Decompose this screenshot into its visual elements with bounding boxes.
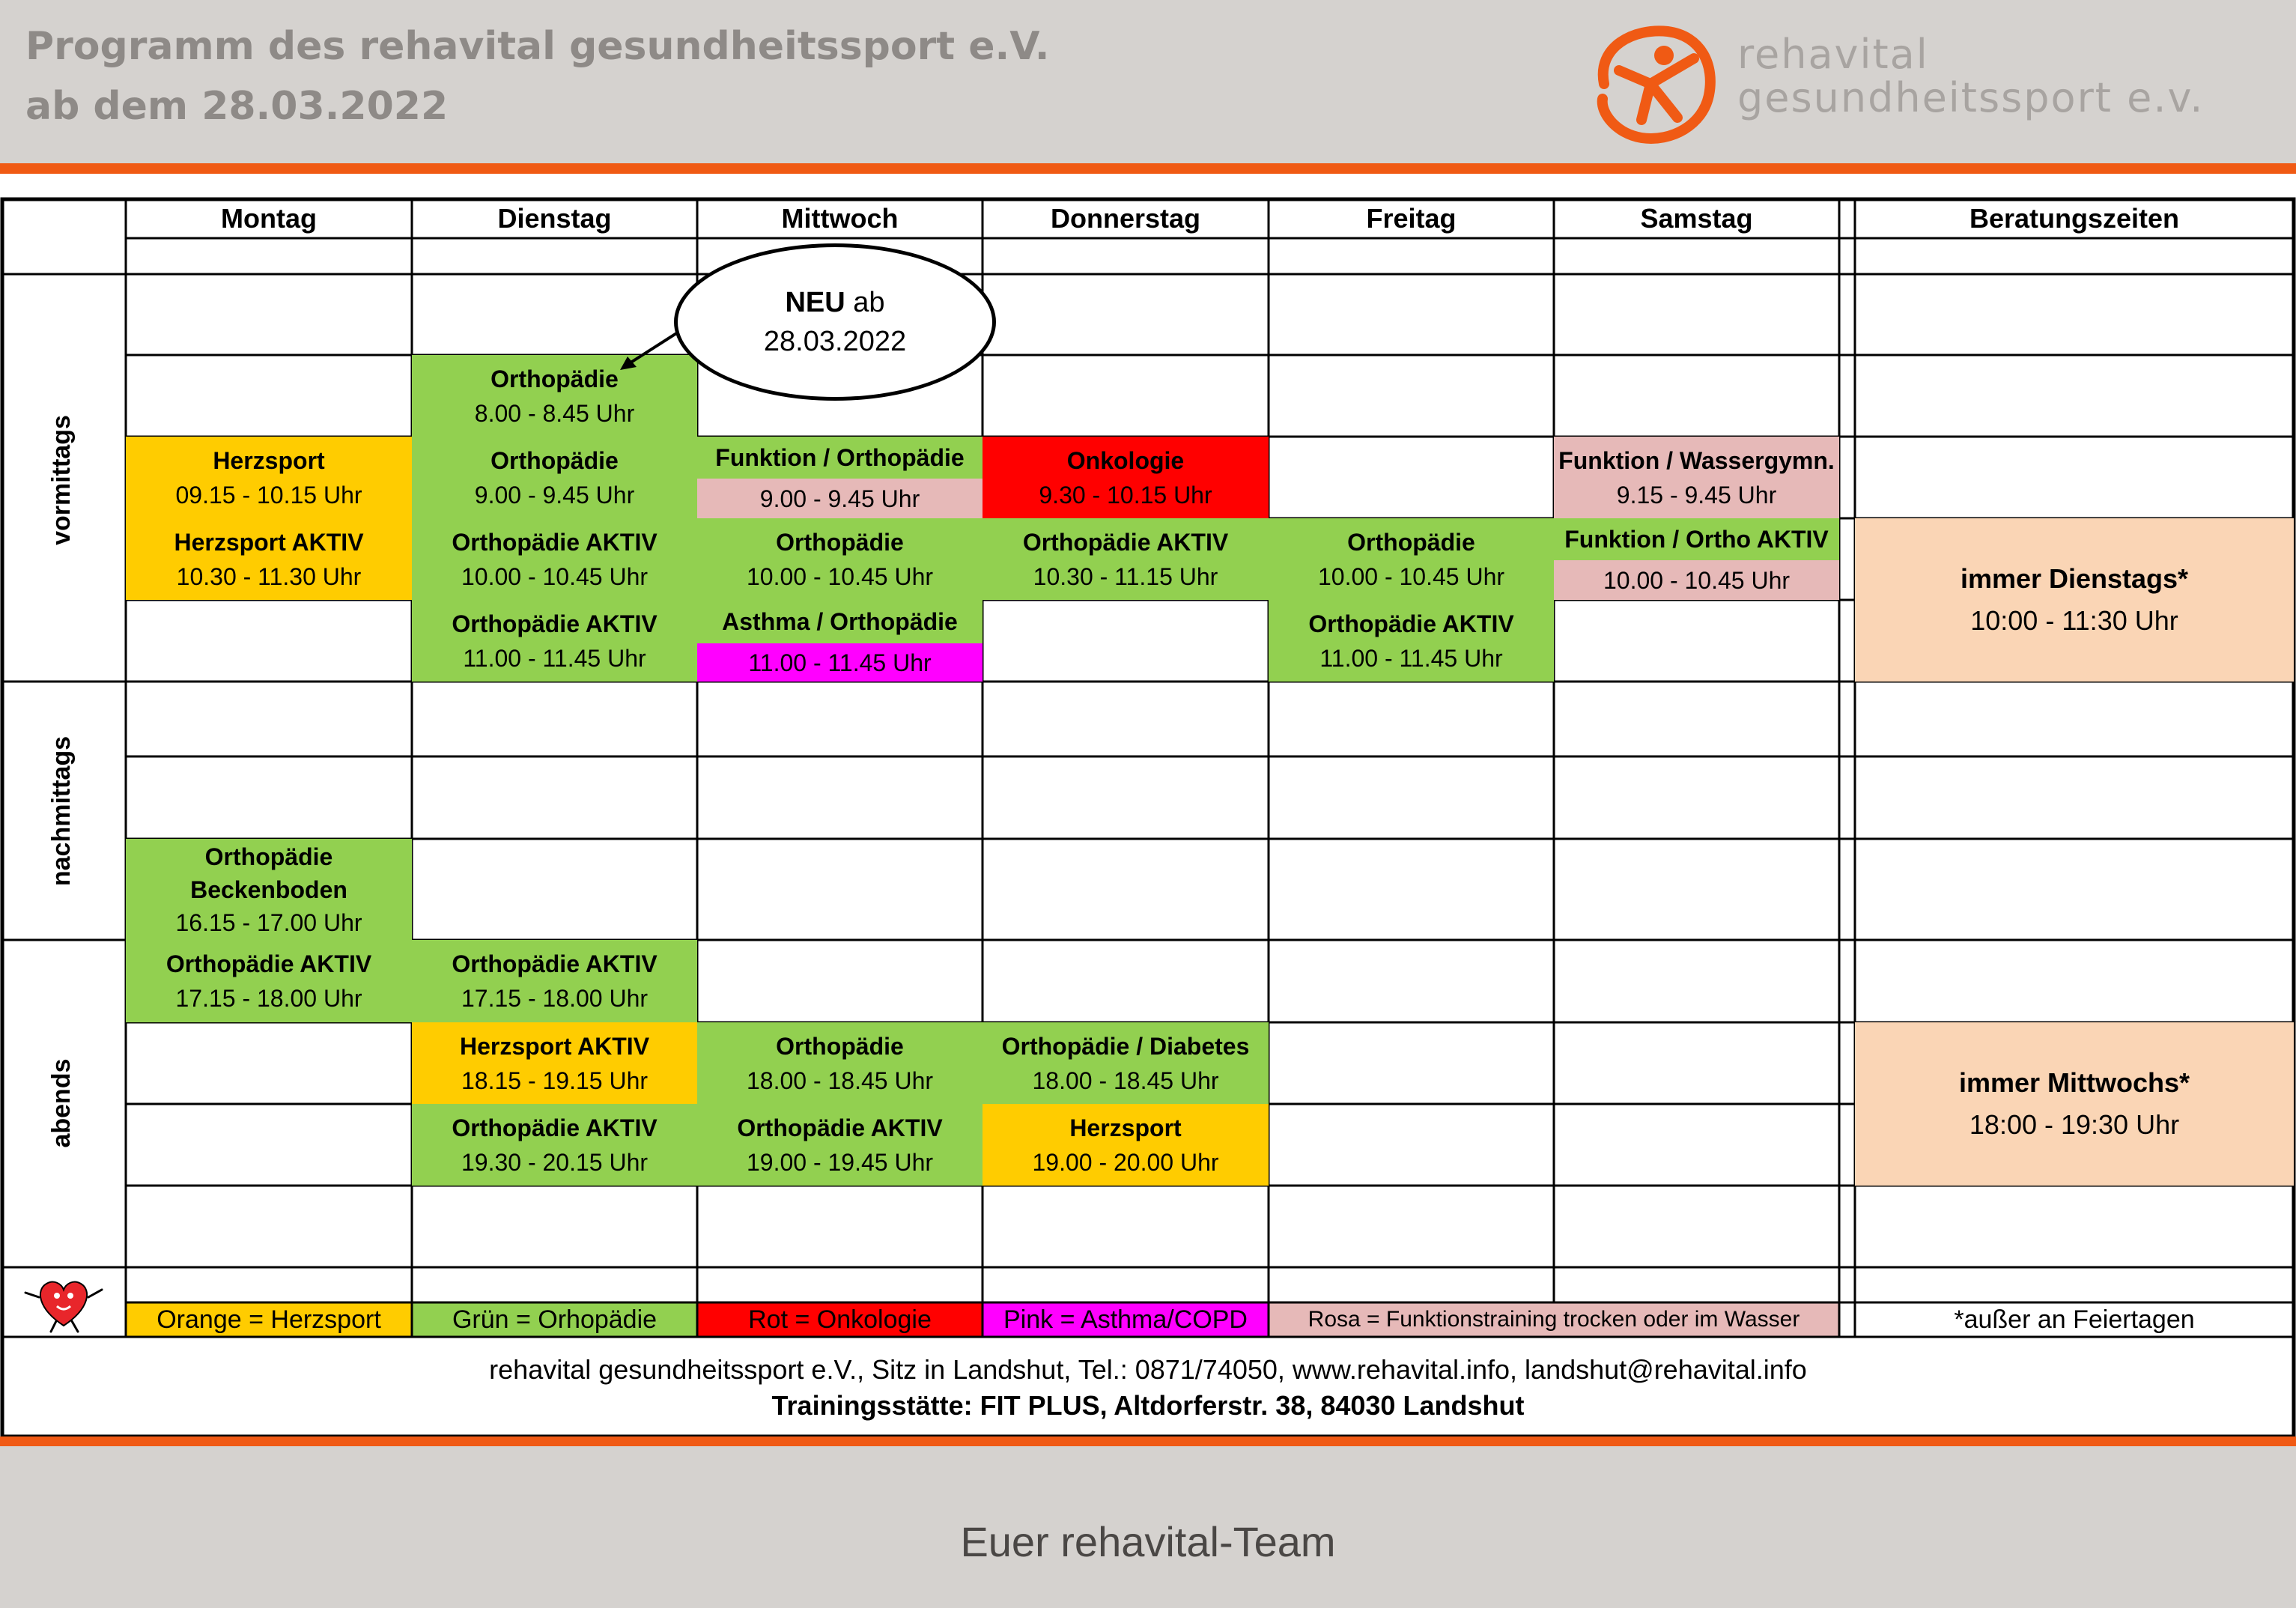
- course-cell: [697, 518, 983, 600]
- course-cell: [983, 437, 1269, 518]
- day-header-saturday: Samstag: [1640, 203, 1753, 234]
- course-time: 9.15 - 9.45 Uhr: [1616, 481, 1777, 509]
- course-name: Herzsport: [1069, 1114, 1182, 1141]
- period-label-evening: abends: [47, 1058, 76, 1148]
- course-cell: [126, 940, 412, 1022]
- course-time: 10.00 - 10.45 Uhr: [461, 562, 649, 590]
- course-cell: [1554, 437, 1839, 518]
- course-cell: [697, 437, 983, 518]
- course-time: 8.00 - 8.45 Uhr: [474, 399, 635, 427]
- course-name: Herzsport AKTIV: [174, 528, 364, 556]
- course-name: Orthopädie AKTIV: [452, 528, 657, 556]
- course-name: Orthopädie AKTIV: [452, 610, 657, 637]
- course-name: Orthopädie AKTIV: [165, 950, 372, 977]
- course-cell: [983, 518, 1269, 600]
- course-time: 17.15 - 18.00 Uhr: [461, 985, 649, 1012]
- callout-rest: ab: [845, 287, 885, 318]
- course-time: 19.00 - 19.45 Uhr: [746, 1148, 934, 1176]
- logo-line1: rehavital: [1737, 31, 1929, 78]
- course-name: Herzsport: [213, 446, 325, 474]
- course-name: Orthopädie: [491, 446, 619, 474]
- consult-title: immer Mittwochs*: [1958, 1067, 2190, 1098]
- course-name: Orthopädie AKTIV: [1022, 528, 1229, 556]
- period-label-morning: vormittags: [47, 415, 76, 545]
- legend-item-red: Rot = Onkologie: [697, 1302, 983, 1337]
- consult-cell: [1855, 1022, 2294, 1186]
- course-name: Orthopädie: [776, 528, 904, 556]
- course-name: Orthopädie / Diabetes: [1001, 1032, 1250, 1060]
- course-name: Orthopädie: [204, 843, 333, 870]
- course-cell: [126, 437, 412, 518]
- course-time: 11.00 - 11.45 Uhr: [463, 644, 646, 672]
- footer-contact: rehavital gesundheitssport e.V., Sitz in Landshut, Tel.: 0871/74050, www.rehavital.info, landshut@rehavital.info: [489, 1354, 1807, 1385]
- course-name: Funktion / Orthopädie: [715, 444, 965, 471]
- legend-item-orange: Orange = Herzsport: [126, 1302, 412, 1337]
- course-cell: [697, 600, 983, 682]
- course-cell: [412, 1022, 697, 1104]
- day-header-thursday: Donnerstag: [1050, 203, 1201, 234]
- course-cell: [983, 1104, 1269, 1186]
- consult-header: Beratungszeiten: [1969, 203, 2180, 234]
- course-cell: [412, 518, 697, 600]
- course-time: 19.00 - 20.00 Uhr: [1032, 1148, 1219, 1176]
- course-cell: [412, 1104, 697, 1186]
- course-time: 18.00 - 18.45 Uhr: [746, 1067, 934, 1094]
- course-time: 9.00 - 9.45 Uhr: [697, 479, 983, 518]
- course-time: 10.30 - 11.15 Uhr: [1033, 562, 1218, 590]
- course-time: 09.15 - 10.15 Uhr: [175, 481, 362, 509]
- course-time: 17.15 - 18.00 Uhr: [175, 985, 362, 1012]
- course-cell: [697, 1104, 983, 1186]
- course-name: Orthopädie AKTIV: [452, 950, 657, 977]
- course-cell: [697, 1022, 983, 1104]
- course-cell: [1554, 518, 1839, 600]
- course-time: 10.00 - 10.45 Uhr: [1554, 560, 1839, 600]
- course-cell: [126, 839, 412, 940]
- course-time: 18.00 - 18.45 Uhr: [1032, 1067, 1219, 1094]
- course-name: Orthopädie AKTIV: [452, 1114, 657, 1141]
- callout-date: 28.03.2022: [763, 326, 907, 357]
- course-time: 19.30 - 20.15 Uhr: [461, 1148, 649, 1176]
- course-time: 9.30 - 10.15 Uhr: [1039, 481, 1212, 509]
- page-title-line1: Programm des rehavital gesundheitssport e.V.: [25, 24, 1050, 69]
- consult-cell: [1855, 518, 2294, 682]
- course-name: Funktion / Wassergymn.: [1558, 446, 1835, 474]
- course-cell: [126, 518, 412, 600]
- legend-item-pink: Pink = Asthma/COPD: [983, 1302, 1269, 1337]
- logo-line2: gesundheitssport e.v.: [1737, 74, 2205, 121]
- course-time: 11.00 - 11.45 Uhr: [1319, 644, 1503, 672]
- period-label-afternoon: nachmittags: [47, 735, 76, 887]
- course-cell: [983, 1022, 1269, 1104]
- heart-mascot-icon: [15, 1267, 112, 1335]
- consult-title: immer Dienstags*: [1960, 563, 2189, 594]
- day-header-wednesday: Mittwoch: [781, 203, 899, 234]
- course-cell: [1269, 518, 1554, 600]
- course-time: 10.00 - 10.45 Uhr: [1317, 562, 1505, 590]
- legend-item-rosa: Rosa = Funktionstraining trocken oder im Wasser: [1269, 1302, 1839, 1337]
- course-name: Onkologie: [1066, 446, 1185, 474]
- course-name: Funktion / Ortho AKTIV: [1564, 526, 1829, 553]
- course-time: 16.15 - 17.00 Uhr: [175, 908, 362, 936]
- footer-divider: [0, 1436, 2296, 1447]
- course-name-line2: Beckenboden: [190, 876, 347, 903]
- footer-venue: Trainingsstätte: FIT PLUS, Altdorferstr. 38, 84030 Landshut: [771, 1390, 1525, 1421]
- signature: Euer rehavital-Team: [960, 1518, 1336, 1565]
- course-time: 11.00 - 11.45 Uhr: [697, 643, 983, 682]
- course-name: Herzsport AKTIV: [459, 1032, 650, 1060]
- course-name: Asthma / Orthopädie: [722, 608, 958, 635]
- holiday-note: *außer an Feiertagen: [1954, 1305, 2195, 1334]
- new-callout: [674, 243, 996, 401]
- day-header-friday: Freitag: [1366, 203, 1457, 234]
- course-cell: [1269, 600, 1554, 682]
- day-header-monday: Montag: [221, 203, 317, 234]
- callout-bold: NEU: [785, 287, 845, 318]
- consult-time: 10:00 - 11:30 Uhr: [1970, 605, 2178, 636]
- course-cell: [412, 600, 697, 682]
- course-time: 10.30 - 11.30 Uhr: [176, 562, 362, 590]
- course-cell: [412, 940, 697, 1022]
- page-title-line2: ab dem 28.03.2022: [25, 84, 449, 129]
- course-time: 9.00 - 9.45 Uhr: [474, 481, 635, 509]
- course-name: Orthopädie: [1347, 528, 1475, 556]
- course-cell: [412, 437, 697, 518]
- course-time: 18.15 - 19.15 Uhr: [461, 1067, 649, 1094]
- course-name: Orthopädie: [776, 1032, 904, 1060]
- day-header-tuesday: Dienstag: [497, 203, 612, 234]
- consult-time: 18:00 - 19:30 Uhr: [1969, 1109, 2180, 1140]
- course-name: Orthopädie: [491, 365, 619, 392]
- course-name: Orthopädie AKTIV: [737, 1114, 943, 1141]
- course-time: 10.00 - 10.45 Uhr: [746, 562, 934, 590]
- course-name: Orthopädie AKTIV: [1308, 610, 1514, 637]
- legend-item-green: Grün = Orhopädie: [412, 1302, 697, 1337]
